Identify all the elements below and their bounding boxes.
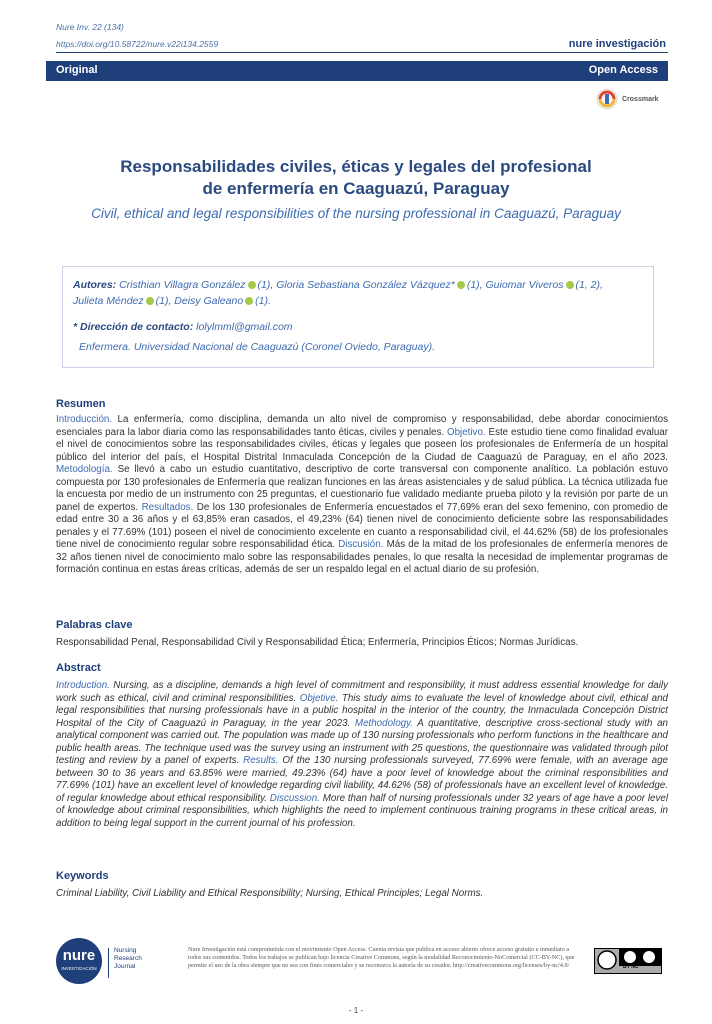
abstract-discussion: More than half of nursing professionals under 32 years of age have a poor level of knowledge about criminal responsibilities, which highlights the need to implement continuous training programs in these critical areas, in addition to being legal support in the current journal of his profession. — [56, 792, 668, 829]
resumen-intro: La enfermería, como disciplina, demanda un alto nivel de compromiso y responsabilidad, debe abordar conocimientos esenciales para la labor diaria como las responsabilidades tanto éticas, civiles y penales. — [56, 414, 668, 438]
orcid-icon[interactable] — [457, 281, 465, 289]
keywords-text: Criminal Liability, Civil Liability and Ethical Responsibility; Nursing, Ethical Principles; Legal Norms. — [56, 888, 484, 899]
logo-side-2: Research — [114, 955, 142, 962]
article-title — [40, 156, 672, 200]
article-title-english: Civil, ethical and legal responsibilities of the nursing professional in Caaguazú, Paraguay — [91, 206, 621, 221]
palabras-clave-text: Responsabilidad Penal, Responsabilidad Civil y Responsabilidad Ética; Enfermería, Principios Éticos; Normas Jurídicas. — [56, 637, 579, 648]
cc-label: BY NC — [623, 964, 639, 970]
author-name: (1), Guiomar Viveros — [466, 279, 564, 291]
journal-brand: nure investigación — [568, 38, 666, 50]
resumen-heading: Resumen — [56, 398, 106, 410]
resumen-objetivo: Este estudio tiene como finalidad evaluar el nivel de conocimientos sobre las responsabilidades civiles, éticas y legales que poseen los profesionales de Enfermería de un hospital público del interior del país, el Hospital Distrital Inmaculada Concepción de la Ciudad de Caaguazú de Paraguay, en el año 2023. — [56, 426, 668, 463]
orcid-icon[interactable] — [146, 297, 154, 305]
authors-label: Autores: — [73, 279, 117, 291]
journal-issue: Nure Inv. 22 (134) — [56, 22, 124, 32]
authors-line-1 — [73, 277, 648, 293]
resumen-metodologia: Se llevó a cabo un estudio cuantitativo, descriptivo de corte transversal con componente analítico. La población estuvo compuesta por 130 profesionales de Enfermería que realizan funciones en las áreas asistenciales y de salud pública. La técnica utilizada fue la encuesta por medio de un instrumento con 25 preguntas, el cuestionario fue validado mediante prueba piloto y la revisión por parte de un panel de expertos. — [56, 464, 668, 513]
nure-logo — [56, 938, 102, 984]
author-name: (1), Deisy Galeano — [155, 295, 244, 307]
article-type-label: Original — [56, 64, 98, 76]
keywords-heading: Keywords — [56, 870, 109, 882]
title-line-1: Responsabilidades civiles, éticas y legales del profesional — [120, 157, 592, 176]
logo-divider — [108, 948, 109, 978]
label-objetive: Objetive. — [299, 692, 339, 704]
authors-box — [62, 266, 654, 368]
contact-line — [73, 319, 648, 335]
label-introduction: Introduction. — [56, 680, 110, 691]
author-affil: (1). — [255, 295, 271, 307]
doi-link[interactable]: https://doi.org/10.58722/nure.v22i134.2559 — [56, 39, 219, 49]
abstract-methodology: A quantitative, descriptive cross-sectional study with an analytical component was carried out. The population was made up of 130 nursing professionals who perform functions in the healthcare and public health areas. The technique used was the survey using an instrument with 25 questions, the questionnaire was validated through pilot testing and review by a panel of experts. — [56, 717, 668, 766]
palabras-clave-heading: Palabras clave — [56, 619, 133, 631]
abstract-text — [56, 680, 668, 830]
article-type-bar — [46, 61, 668, 81]
title-line-2: de enfermería en Caaguazú, Paraguay — [202, 179, 510, 198]
label-introduccion: Introducción. — [56, 414, 113, 425]
label-results: Results. — [243, 755, 279, 766]
logo-main-text: nure — [62, 947, 96, 964]
label-metodologia: Metodología. — [56, 464, 113, 475]
abstract-objective: This study aims to evaluate the level of knowledge about civil, ethical and legal responsibilities that nursing professionals have in a public hospital in the interior of the country, the Inmaculada Concepción District Hospital of the City of Caaguazú in Paraguay, in the year 2023. — [56, 692, 668, 729]
label-discusion: Discusión. — [338, 539, 384, 550]
resumen-text — [56, 414, 668, 577]
cc-license-badge[interactable] — [594, 948, 662, 974]
logo-side-1: Nursing — [114, 947, 137, 954]
contact-email[interactable]: lolylmml@gmail.com — [196, 321, 293, 333]
author-name: Cristhian Villagra González — [119, 279, 246, 291]
open-access-label: Open Access — [588, 64, 658, 76]
affiliation: Enfermera. Universidad Nacional de Caaguazú (Coronel Oviedo, Paraguay). — [79, 341, 436, 353]
abstract-heading: Abstract — [56, 662, 101, 674]
orcid-icon[interactable] — [566, 281, 574, 289]
label-discussion: Discussion. — [269, 792, 320, 804]
resumen-discusion: Más de la mitad de los profesionales de enfermería menores de 32 años tienen nivel de conocimiento malo sobre las responsabilidades penales, lo que resalta la necesidad de implementar programas de formación continua en estas áreas críticas, además de ser un respaldo legal en el actual diario de su profesión. — [56, 539, 668, 575]
logo-side-3: Journal — [114, 963, 136, 970]
abstract-intro: Nursing, as a discipline, demands a high level of commitment and responsibility, it must address essential knowledge for daily work such as ethical, civil and criminal responsibilities. — [56, 680, 668, 704]
crossmark-icon[interactable] — [596, 88, 618, 110]
logo-side-text — [114, 947, 142, 971]
resumen-resultados: De los 130 profesionales de Enfermería encuestados el 77,69% eran del sexo femenino, con promedio de edad entre 30 a 36 años y el 63,85% eran casados, el 49,23% (64) tienen nivel de conocimiento deficiente sobre las responsabilidades penales y el 77.69% (101) poseen el nivel de conocimiento excelente en cuanto a responsabilidad civil, el 44.62% (58) de los profesionales tiene nivel de conocimiento regular sobre responsabilidad ética. — [56, 501, 669, 550]
page-number: - 1 - — [348, 1006, 364, 1015]
author-affil: (1, 2), — [575, 279, 603, 291]
authors-line-2 — [73, 293, 648, 309]
label-objetivo: Objetivo. — [446, 426, 486, 438]
contact-label: * Dirección de contacto: — [73, 321, 194, 333]
orcid-icon[interactable] — [248, 281, 256, 289]
orcid-icon[interactable] — [245, 297, 253, 305]
label-resultados: Resultados. — [141, 501, 194, 513]
crossmark-label: Crossmark — [622, 96, 659, 103]
label-methodology: Methodology. — [354, 717, 413, 729]
author-name: (1), Gloria Sebastiana González Vázquez* — [257, 279, 455, 291]
abstract-results: Of the 130 nursing professionals surveyed, 77.69% were female, with an average age between 30 to 36 years and 63.85% were married, 49.23% (64) have a poor level of knowledge about the criminal responsibilities and 77.69% (101) have an excellent level of knowledge regarding civil liability, 44.62% (58) of professionals have an excellent level of knowledge. of regular knowledge about ethical responsibility. — [56, 755, 668, 804]
author-name: Julieta Méndez — [73, 295, 144, 307]
header-rule — [56, 52, 668, 53]
license-note: Nure Investigación está comprometida con el movimiento Open Access. Cuenta revista que publica en acceso abierto ofrece acceso gratuito e inmediato a todos sus contenidos. Todos los trabajos se publican bajo licencia Creative Commons, según la modalidad Reconocimiento-NoComercial (CC-BY-NC), que permite el uso de la obra siempre que no sea con fines comerciales y se reconozca la autoría de su creador. http://creativecommons.org/licenses/by-nc/4.0/ — [188, 946, 575, 969]
logo-sub-text: INVESTIGACIÓN — [61, 966, 97, 971]
